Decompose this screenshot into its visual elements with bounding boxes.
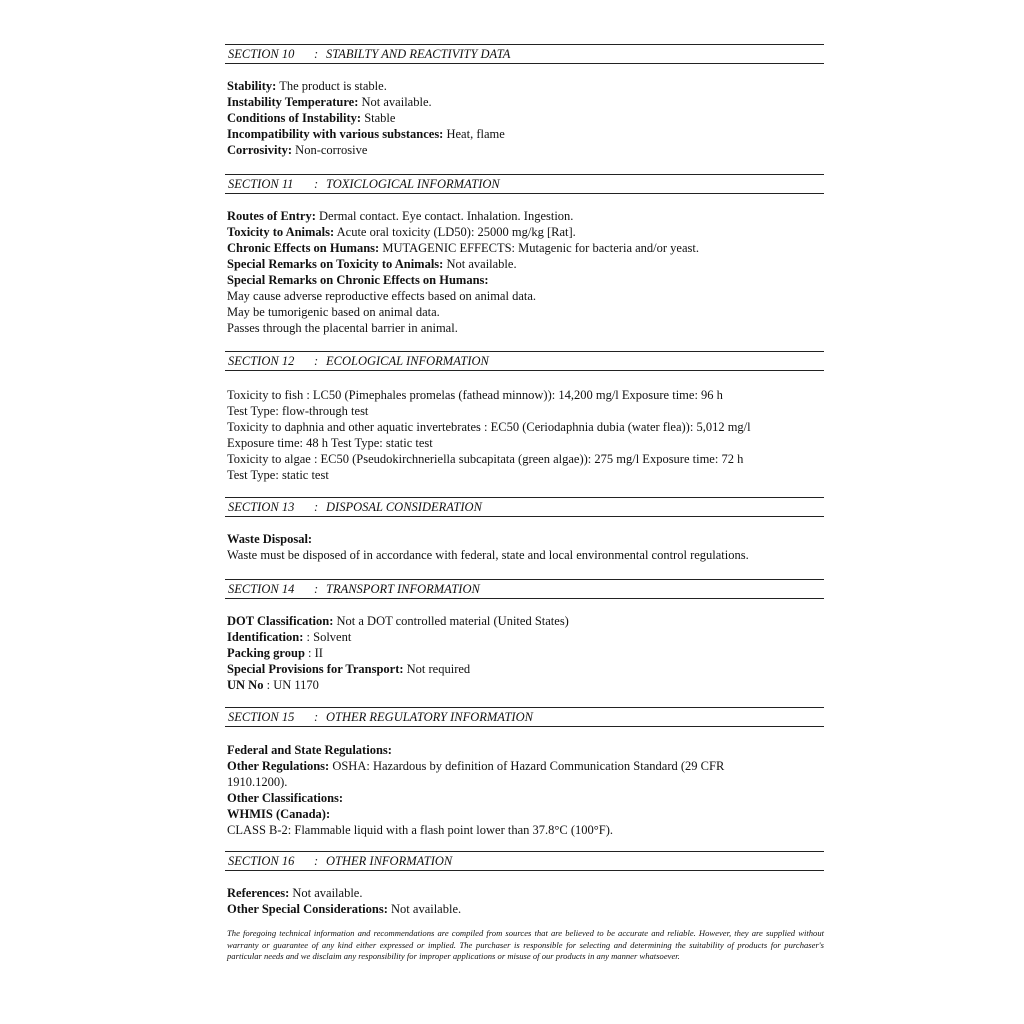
references-line [227,885,825,901]
dot-classification-line [227,613,825,629]
field-label: Stability: [227,79,277,93]
section-title: ECOLOGICAL INFORMATION [326,354,489,368]
federal-state-label: Federal and State Regulations: [227,743,392,757]
remarks-animals-line [227,256,825,272]
routes-line [227,208,825,224]
field-value: Not required [406,662,471,676]
disposal-block [227,531,825,563]
field-label: Identification: [227,630,304,644]
identification-line [227,629,825,645]
field-label: Packing group [227,646,305,660]
whmis-class-text: CLASS B-2: Flammable liquid with a flash point lower than 37.8°C (100°F). [227,823,614,837]
regulatory-block [227,742,787,838]
field-value: Acute oral toxicity (LD50): 25000 mg/kg [Rat]. [336,225,576,239]
field-label: Other Special Considerations: [227,902,388,916]
field-value: Not a DOT controlled material (United States) [336,614,569,628]
waste-disposal-text: Waste must be disposed of in accordance with federal, state and local environmental control regulations. [227,548,749,562]
special-provisions-line [227,661,825,677]
section-number: SECTION 13 [228,500,295,514]
section-colon: : [314,854,319,868]
daphnia-test-type-line: Exposure time: 48 h Test Type: static test [227,436,433,450]
special-considerations-line [227,901,825,917]
waste-disposal-label: Waste Disposal: [227,532,313,546]
section-15-header [225,707,824,727]
section-number: SECTION 10 [228,47,295,61]
toxicity-animals-line [227,224,825,240]
stability-block [227,78,825,158]
section-13-header [225,497,824,517]
algae-test-type-line: Test Type: static test [227,468,329,482]
field-value: OSHA: Hazardous by definition of Hazard Communication Standard (29 CFR 1910.1200). [227,759,725,789]
field-value: : UN 1170 [266,678,319,692]
section-colon: : [314,354,319,368]
corrosivity-line [227,142,825,158]
other-regulations-line [227,758,787,790]
field-label: Other Regulations: [227,759,330,773]
whmis-label: WHMIS (Canada): [227,807,331,821]
ecology-block [227,387,825,483]
section-title: TOXICLOGICAL INFORMATION [326,177,500,191]
fish-test-type-line: Test Type: flow-through test [227,404,369,418]
section-16-header [225,851,824,871]
section-colon: : [314,177,319,191]
field-value: Stable [364,111,396,125]
section-number: SECTION 15 [228,710,295,724]
section-12-header [225,351,824,371]
section-title: OTHER INFORMATION [326,854,453,868]
section-11-header [225,174,824,194]
section-colon: : [314,710,319,724]
section-colon: : [314,582,319,596]
un-number-line [227,677,825,693]
stability-line [227,78,825,94]
section-number: SECTION 14 [228,582,295,596]
section-14-header [225,579,824,599]
field-label: Special Remarks on Chronic Effects on Humans: [227,273,489,287]
field-value: Not available. [446,257,517,271]
toxicity-daphnia-line: Toxicity to daphnia and other aquatic invertebrates : EC50 (Ceriodaphnia dubia (water flea)): 5,012 mg/l [227,420,751,434]
remark-text: May cause adverse reproductive effects based on animal data. [227,289,537,303]
field-value: Heat, flame [446,127,505,141]
disclaimer-text: The foregoing technical information and recommendations are compiled from sources that are believed to be accurate and reliable. However, they are supplied without warranty or guarantee of any kind either expressed or implied. The purchaser is responsible for selecting and determining the suitability of products for purchaser's particular needs and we disclaim any responsibility for improper applications or misuse of our products in any manner whatsoever. [227,928,824,962]
field-value: : II [308,646,323,660]
remark-text: Passes through the placental barrier in animal. [227,321,458,335]
field-value: : Solvent [306,630,352,644]
chronic-effects-line [227,240,825,256]
toxicology-block [227,208,825,336]
other-info-block [227,885,825,917]
transport-block [227,613,825,693]
remarks-chronic-line [227,272,825,288]
field-value: Not available. [292,886,363,900]
section-title: OTHER REGULATORY INFORMATION [326,710,533,724]
toxicity-fish-line: Toxicity to fish : LC50 (Pimephales promelas (fathead minnow)): 14,200 mg/l Exposure time: 96 h [227,388,723,402]
field-value: Non-corrosive [295,143,368,157]
section-number: SECTION 12 [228,354,295,368]
field-value: Not available. [391,902,462,916]
field-label: Instability Temperature: [227,95,359,109]
instability-temperature-line [227,94,825,110]
field-label: References: [227,886,290,900]
section-colon: : [314,500,319,514]
field-label: DOT Classification: [227,614,334,628]
section-title: TRANSPORT INFORMATION [326,582,480,596]
field-label: Special Remarks on Toxicity to Animals: [227,257,444,271]
remark-text: May be tumorigenic based on animal data. [227,305,440,319]
other-classifications-label: Other Classifications: [227,791,344,805]
field-label: Conditions of Instability: [227,111,362,125]
packing-group-line [227,645,825,661]
section-colon: : [314,47,319,61]
section-number: SECTION 11 [228,177,294,191]
field-value: The product is stable. [279,79,387,93]
section-title: DISPOSAL CONSIDERATION [326,500,482,514]
field-value: Dermal contact. Eye contact. Inhalation. Ingestion. [319,209,574,223]
conditions-line [227,110,825,126]
field-label: UN No [227,678,264,692]
incompatibility-line [227,126,825,142]
section-title: STABILTY AND REACTIVITY DATA [326,47,511,61]
field-label: Corrosivity: [227,143,293,157]
field-label: Routes of Entry: [227,209,316,223]
field-value: MUTAGENIC EFFECTS: Mutagenic for bacteria and/or yeast. [382,241,699,255]
field-label: Toxicity to Animals: [227,225,335,239]
toxicity-algae-line: Toxicity to algae : EC50 (Pseudokirchneriella subcapitata (green algae)): 275 mg/l Exposure time: 72 h [227,452,744,466]
field-label: Special Provisions for Transport: [227,662,404,676]
section-10-header [225,44,824,64]
section-number: SECTION 16 [228,854,295,868]
field-value: Not available. [361,95,432,109]
field-label: Chronic Effects on Humans: [227,241,380,255]
field-label: Incompatibility with various substances: [227,127,444,141]
